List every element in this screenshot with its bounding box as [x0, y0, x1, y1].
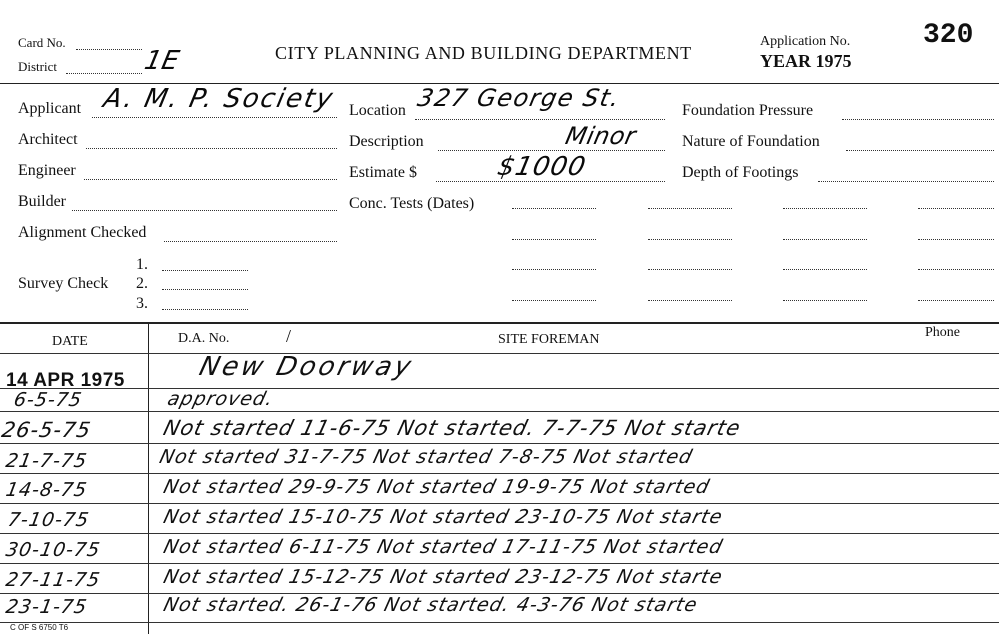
location-line — [415, 119, 665, 120]
nature-foundation-label: Nature of Foundation — [682, 133, 820, 150]
department-title: CITY PLANNING AND BUILDING DEPARTMENT — [275, 43, 692, 63]
application-number: 320 — [923, 20, 974, 51]
applicant-label: Applicant — [18, 100, 82, 117]
conc-test-line — [918, 300, 994, 301]
year-label: YEAR 1975 — [760, 51, 852, 71]
row-line — [0, 533, 999, 534]
table-header-line — [0, 353, 999, 354]
conc-test-line — [512, 208, 596, 209]
builder-line — [72, 210, 337, 211]
conc-test-line — [783, 208, 867, 209]
location-label: Location — [349, 102, 406, 119]
row-line — [0, 443, 999, 444]
conc-test-line — [512, 239, 596, 240]
card-no-label: Card No. — [18, 35, 66, 50]
conc-test-line — [783, 300, 867, 301]
applicant-value: A. M. P. Society — [100, 84, 338, 114]
table-row-entry: Not started 11-6-75 Not started. 7-7-75 Not starte — [161, 416, 744, 440]
table-row-entry: New Doorway — [196, 352, 417, 382]
description-label: Description — [349, 133, 424, 150]
conc-test-line — [512, 269, 596, 270]
conc-tests-label: Conc. Tests (Dates) — [349, 195, 475, 212]
row-line — [0, 503, 999, 504]
estimate-label: Estimate $ — [349, 164, 417, 181]
engineer-line — [84, 179, 337, 180]
table-row-entry: Not started 29-9-75 Not started 19-9-75 Not started — [161, 476, 713, 498]
architect-label: Architect — [18, 131, 78, 148]
foundation-pressure-line — [842, 119, 994, 120]
alignment-label: Alignment Checked — [18, 224, 147, 241]
application-label: Application No. — [760, 34, 851, 49]
district-value: 1E — [141, 46, 183, 76]
conc-test-line — [918, 239, 994, 240]
col-foreman-header: SITE FOREMAN — [498, 332, 600, 347]
survey-2-line — [162, 289, 248, 290]
conc-test-line — [783, 239, 867, 240]
table-row-date: 26-5-75 — [0, 418, 94, 442]
applicant-line — [92, 117, 337, 118]
survey-2-label: 2. — [136, 275, 148, 292]
table-row-entry: Not started. 26-1-76 Not started. 4-3-76 Not starte — [161, 594, 701, 616]
conc-test-line — [783, 269, 867, 270]
survey-1-label: 1. — [136, 256, 148, 273]
da-value: / — [286, 326, 292, 346]
depth-footings-label: Depth of Footings — [682, 164, 799, 181]
table-top-border — [0, 322, 999, 324]
estimate-value: $1000 — [494, 152, 589, 182]
col-da-header: D.A. No. — [178, 331, 230, 346]
table-row-entry: approved. — [165, 388, 276, 410]
row-line — [0, 622, 999, 623]
date-column-divider — [148, 322, 149, 634]
table-row-date: 14-8-75 — [4, 479, 90, 501]
conc-test-line — [918, 269, 994, 270]
depth-footings-line — [818, 181, 994, 182]
district-label: District — [18, 59, 57, 74]
table-row-date: 7-10-75 — [6, 509, 92, 531]
table-row-date: 30-10-75 — [4, 539, 103, 561]
survey-1-line — [162, 270, 248, 271]
table-row-entry: Not started 6-11-75 Not started 17-11-75 Not started — [161, 536, 726, 558]
nature-foundation-line — [846, 150, 994, 151]
table-row-entry: Not started 31-7-75 Not started 7-8-75 Not started — [157, 446, 696, 468]
form-code: C OF S 6750 T6 — [10, 623, 69, 632]
survey-3-line — [162, 309, 248, 310]
row-line — [0, 411, 999, 412]
district-line — [66, 73, 142, 74]
col-date-header: DATE — [52, 334, 88, 349]
conc-test-line — [648, 208, 732, 209]
architect-line — [86, 148, 337, 149]
conc-test-line — [648, 239, 732, 240]
row-line — [0, 388, 999, 389]
table-row-date: 6-5-75 — [12, 389, 85, 411]
description-value: Minor — [563, 122, 639, 150]
engineer-label: Engineer — [18, 162, 76, 179]
col-phone-header: Phone — [925, 325, 960, 340]
conc-test-line — [918, 208, 994, 209]
table-row-date: 14 APR 1975 — [6, 370, 125, 391]
builder-label: Builder — [18, 193, 66, 210]
table-row-date: 23-1-75 — [4, 596, 90, 618]
card-no-line — [76, 49, 142, 50]
table-row-entry: Not started 15-10-75 Not started 23-10-75 Not starte — [161, 506, 726, 528]
row-line — [0, 473, 999, 474]
table-row-date: 21-7-75 — [4, 450, 90, 472]
location-value: 327 George St. — [415, 84, 624, 112]
row-line — [0, 563, 999, 564]
conc-test-line — [648, 269, 732, 270]
conc-test-line — [648, 300, 732, 301]
description-line — [438, 150, 665, 151]
survey-3-label: 3. — [136, 295, 148, 312]
table-row-date: 27-11-75 — [4, 569, 103, 591]
alignment-line — [164, 241, 337, 242]
conc-test-line — [512, 300, 596, 301]
table-row-entry: Not started 15-12-75 Not started 23-12-75 Not starte — [161, 566, 726, 588]
foundation-pressure-label: Foundation Pressure — [682, 102, 814, 119]
survey-check-label: Survey Check — [18, 275, 109, 292]
